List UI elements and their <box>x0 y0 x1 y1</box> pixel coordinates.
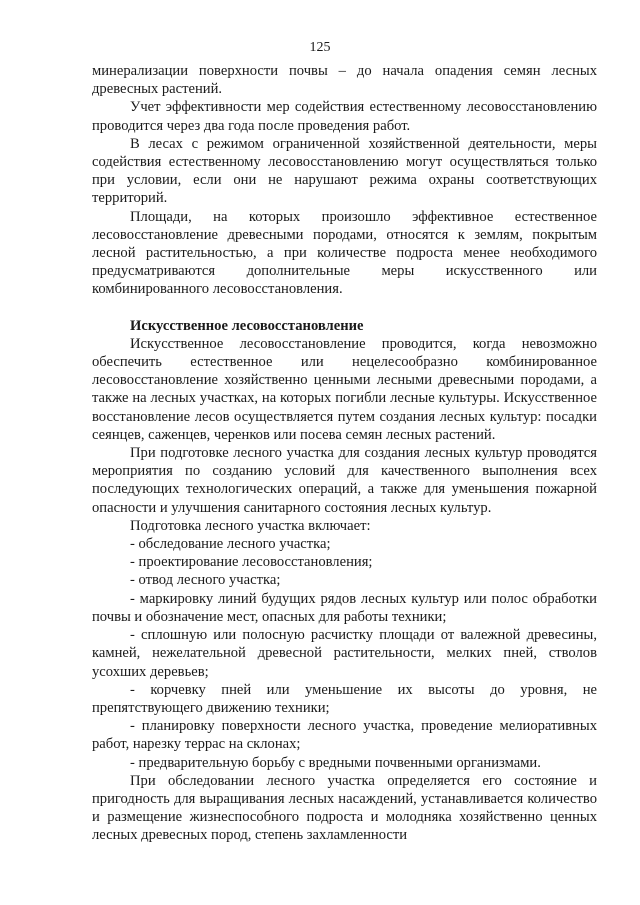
paragraph-site-preparation: При подготовке лесного участка для создания лесных культур проводятся мероприятия по созданию условий для качественного выполнения всех последующих технологических операций, а также для уменьшения пожарной опасности и улучшения санитарного состояния лесных культур. <box>92 445 597 516</box>
list-item: - корчевку пней или уменьшение их высоты до уровня, не препятствующего движению техники; <box>92 681 597 716</box>
paragraph-restricted-forests: В лесах с режимом ограниченной хозяйственной деятельности, меры содействия естественному лесовосстановлению могут осуществляться только при условии, если они не нарушают режима охраны соответствующих территорий. <box>92 135 597 207</box>
page-number: 125 <box>309 40 331 55</box>
paragraph-artificial-regeneration: Искусственное лесовосстановление проводится, когда невозможно обеспечить естественное или нецелесообразно комбинированное лесовосстановление хозяйственно ценными лесными древесными породами, а также на лесных участках, на которых погибли лесные культуры. Искусственное восстановление лесов осуществляется путем создания лесных культур: посадки сеянцев, саженцев, черенков или посева семян лесных растений. <box>92 335 597 443</box>
list-item: - маркировку линий будущих рядов лесных культур или полос обработки почвы и обозначение мест, опасных для работы техники; <box>92 590 597 625</box>
paragraph-areas-regeneration: Площади, на которых произошло эффективное естественное лесовосстановление древесными породами, относятся к землям, покрытым лесной растительностью, а при количестве подроста менее необходимого предусматриваются дополнительные меры искусственного или комбинированного лесовосстановления. <box>92 208 597 298</box>
list-item: - планировку поверхности лесного участка, проведение мелиоративных работ, нарезку террас на склонах; <box>92 718 597 753</box>
list-item: - проектирование лесовосстановления; <box>130 554 373 571</box>
list-item: - обследование лесного участка; <box>130 536 331 553</box>
paragraph-continuation: минерализации поверхности почвы – до начала опадения семян лесных древесных растений. <box>92 63 597 98</box>
paragraph-efficiency-accounting: Учет эффективности мер содействия естественному лесовосстановлению проводится через два года после проведения работ. <box>92 99 597 134</box>
list-item: - предварительную борьбу с вредными почвенными организмами. <box>130 754 541 771</box>
paragraph-preparation-includes: Подготовка лесного участка включает: <box>130 517 371 534</box>
section-heading: Искусственное лесовосстановление <box>130 317 364 334</box>
list-item: - отвод лесного участка; <box>130 572 281 589</box>
document-body <box>92 62 597 845</box>
list-item: - сплошную или полосную расчистку площади от валежной древесины, камней, нежелательной древесной растительности, мелких пней, стволов усохших деревьев; <box>92 627 597 680</box>
paragraph-site-survey: При обследовании лесного участка определяется его состояние и пригодность для выращивания лесных насаждений, устанавливается количество и размещение жизнеспособного подроста и молодняка хозяйственно ценных лесных древесных пород, степень захламленности <box>92 772 597 844</box>
